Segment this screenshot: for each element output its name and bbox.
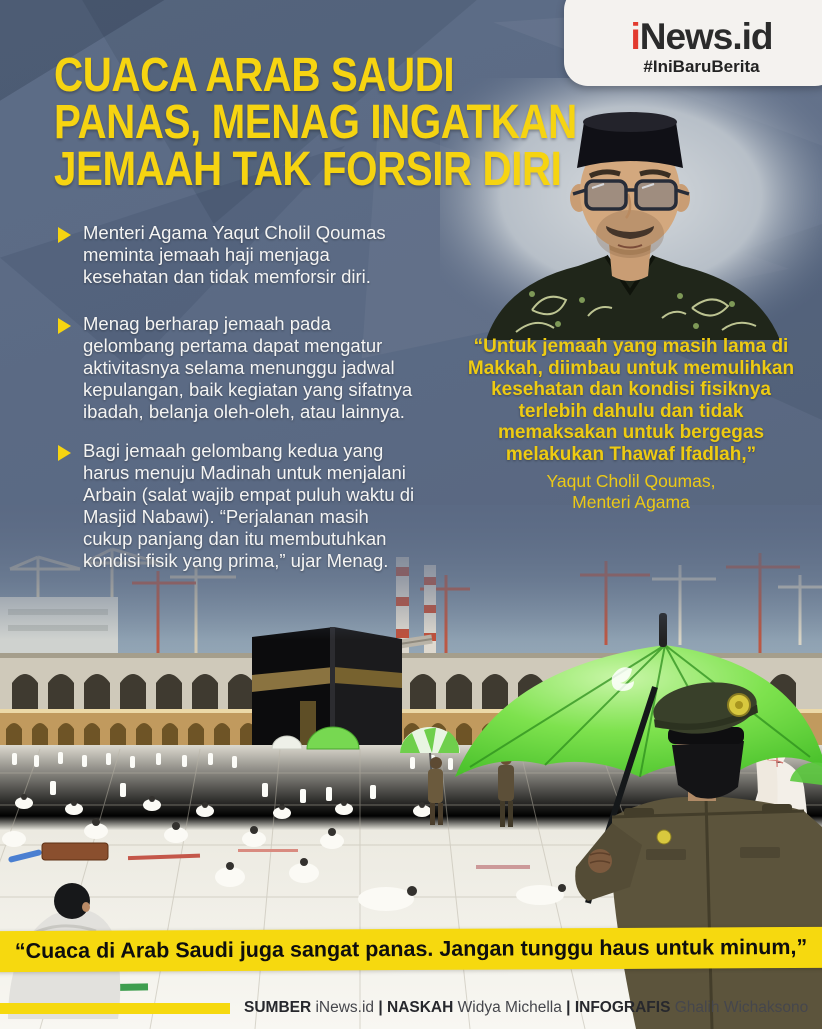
credit-separator: | <box>378 999 388 1016</box>
inews-logo <box>630 18 772 55</box>
headline-line-1: CUACA ARAB SAUDI <box>54 49 455 102</box>
quote-text: “Untuk jemaah yang masih lama di Makkah, diimbau untuk memulihkan kesehatan dan kondisi fisiknya terlebih dahulu dan tidak memaksakan untuk bergegas melakukan Thawaf Ifadlah,” <box>467 336 795 465</box>
bullet-item <box>58 222 430 288</box>
credit-writer: Widya Michella <box>453 999 567 1016</box>
credit-infographic-label: INFOGRAFIS <box>574 999 671 1016</box>
credit-source: iNews.id <box>311 999 379 1016</box>
credit-separator: | <box>566 999 575 1016</box>
credit-source-label: SUMBER <box>244 999 312 1016</box>
bullet-arrow-icon <box>58 445 71 461</box>
headline-line-3: JEMAAH TAK FORSIR DIRI <box>54 143 562 196</box>
bullet-list <box>58 222 430 597</box>
logo-rest: News.id <box>639 16 773 57</box>
bullet-arrow-icon <box>58 318 71 334</box>
bullet-item <box>58 440 430 572</box>
bullet-text: Menag berharap jemaah pada gelombang pertama dapat mengatur aktivitasnya selama menunggu jadwal kepulangan, baik kegiatan yang sifatnya ibadah, belanja oleh-oleh, atau lainnya. <box>83 313 413 422</box>
logo-i: i <box>630 16 640 57</box>
credit-infographic: Ghalih Wichaksono <box>670 999 809 1016</box>
bullet-arrow-icon <box>58 227 71 243</box>
banner-text: “Cuaca di Arab Saudi juga sangat panas. Jangan tunggu haus untuk minum,” <box>14 934 808 964</box>
credits-bar <box>0 995 822 1021</box>
bottom-quote-banner <box>0 927 822 972</box>
headline <box>54 49 676 196</box>
quote-author: Yaqut Cholil Qoumas, <box>546 471 716 491</box>
logo-tagline: #IniBaruBerita <box>643 57 760 76</box>
bullet-text: Menteri Agama Yaqut Cholil Qoumas meminta jemaah haji menjaga kesehatan dan tidak memforsir diri. <box>83 222 386 287</box>
bullet-text: Bagi jemaah gelombang kedua yang harus menuju Madinah untuk menjalani Arbain (salat wajib empat puluh waktu di Masjid Nabawi). “Perjalanan masih cukup panjang dan itu membutuhkan kondisi fisik yang prima,” ujar Menag. <box>83 440 415 571</box>
credit-text <box>244 999 808 1017</box>
headline-line-2: PANAS, MENAG INGATKAN <box>54 96 577 149</box>
credit-yellow-strip <box>0 1003 230 1014</box>
quote-author-title: Menteri Agama <box>572 492 690 512</box>
credit-writer-label: NASKAH <box>387 999 454 1016</box>
minister-quote <box>446 336 816 513</box>
bullet-item <box>58 313 430 423</box>
